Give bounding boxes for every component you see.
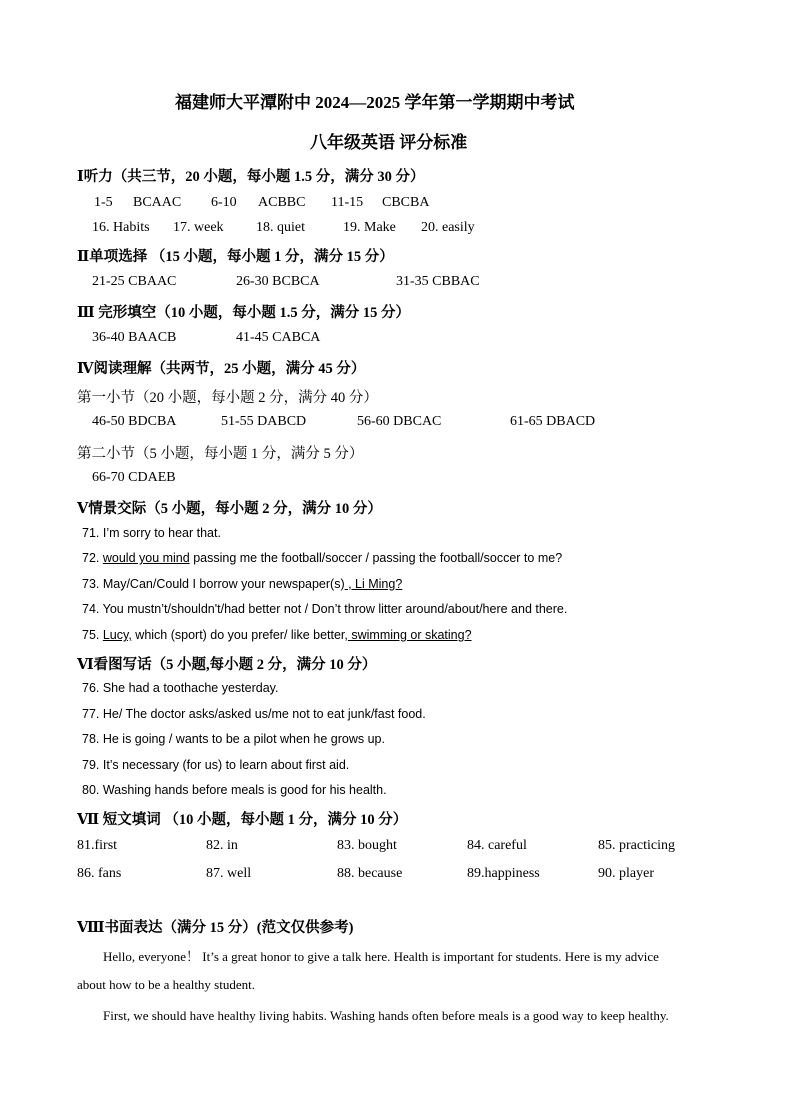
answer-line: 71. I’m sorry to hear that. xyxy=(82,526,221,540)
answer-item: 86. fans xyxy=(77,866,122,881)
answer-line: 76. She had a toothache yesterday. xyxy=(82,681,279,695)
answer-item: 88. because xyxy=(337,866,403,881)
answer-item: 17. week xyxy=(173,220,224,235)
section-7-heading: Ⅶ 短文填词 （10 小题，每小题 1 分，满分 10 分） xyxy=(77,812,408,828)
answer-line: 74. You mustn’t/shouldn't/had better not / Don’t throw litter around/about/here and there. xyxy=(82,602,568,616)
answer-item: 85. practicing xyxy=(598,838,675,853)
essay-line: about how to be a healthy student. xyxy=(77,977,255,992)
answer-item: 16. Habits xyxy=(92,220,150,235)
answer-line: 78. He is going / wants to be a pilot when he grows up. xyxy=(82,732,385,746)
answer-item: 82. in xyxy=(206,838,238,853)
answer-item: 56-60 DBCAC xyxy=(357,414,442,429)
section-3-heading: Ⅲ 完形填空（10 小题，每小题 1.5 分，满分 15 分） xyxy=(77,305,411,321)
answer-line: 73. May/Can/Could I borrow your newspaper(s) , Li Ming? xyxy=(82,577,403,591)
answer-item: 83. bought xyxy=(337,838,397,853)
answer-range: 11-15 xyxy=(331,195,364,210)
answer-line: 79. It’s necessary (for us) to learn about first aid. xyxy=(82,758,350,772)
answer-item: 36-40 BAACB xyxy=(92,330,177,345)
page-title: 福建师大平潭附中 2024—2025 学年第一学期期中考试 xyxy=(175,93,575,112)
answer-range: 6-10 xyxy=(211,195,237,210)
answer-line: 75. Lucy, which (sport) do you prefer/ like better, swimming or skating? xyxy=(82,628,472,642)
essay-line: Hello, everyone！ It’s a great honor to give a talk here. Health is important for students. Here is my advice xyxy=(103,949,659,964)
answer-line: 80. Washing hands before meals is good for his health. xyxy=(82,783,387,797)
answer-item: 84. careful xyxy=(467,838,527,853)
answer-line: 77. He/ The doctor asks/asked us/me not to eat junk/fast food. xyxy=(82,707,426,721)
answer-item: 61-65 DBACD xyxy=(510,414,596,429)
answer-item: 41-45 CABCA xyxy=(236,330,321,345)
answer-range: 1-5 xyxy=(94,195,113,210)
answer-item: 90. player xyxy=(598,866,654,881)
answer-item: 46-50 BDCBA xyxy=(92,414,177,429)
answer-item: 18. quiet xyxy=(256,220,305,235)
answer-letters: ACBBC xyxy=(258,195,306,210)
answer-item: 20. easily xyxy=(421,220,475,235)
section-4-part-1: 第一小节（20 小题，每小题 2 分，满分 40 分） xyxy=(77,390,378,406)
section-5-heading: Ⅴ情景交际（5 小题，每小题 2 分，满分 10 分） xyxy=(77,501,382,517)
answer-item: 81.first xyxy=(77,838,118,853)
section-4-part-2: 第二小节（5 小题，每小题 1 分，满分 5 分） xyxy=(77,446,364,462)
answer-item: 89.happiness xyxy=(467,866,540,881)
answer-letters: BCAAC xyxy=(133,195,182,210)
answer-item: 66-70 CDAEB xyxy=(92,470,176,485)
answer-item: 26-30 BCBCA xyxy=(236,274,320,289)
section-4-heading: Ⅳ阅读理解（共两节，25 小题，满分 45 分） xyxy=(77,361,366,377)
answer-letters: CBCBA xyxy=(382,195,430,210)
section-1-heading: Ⅰ听力（共三节，20 小题，每小题 1.5 分，满分 30 分） xyxy=(77,169,425,185)
answer-item: 31-35 CBBAC xyxy=(396,274,480,289)
answer-item: 87. well xyxy=(206,866,252,881)
answer-line: 72. would you mind passing me the football/soccer / passing the football/soccer to me? xyxy=(82,551,563,565)
answer-item: 51-55 DABCD xyxy=(221,414,307,429)
section-6-heading: Ⅵ看图写话（5 小题,每小题 2 分，满分 10 分） xyxy=(77,657,377,673)
page-subtitle: 八年级英语 评分标准 xyxy=(310,133,468,152)
answer-item: 21-25 CBAAC xyxy=(92,274,177,289)
essay-line: First, we should have healthy living habits. Washing hands often before meals is a good way to keep healthy. xyxy=(103,1008,669,1023)
section-8-heading: Ⅷ书面表达（满分 15 分）(范文仅供参考) xyxy=(77,920,354,936)
answer-item: 19. Make xyxy=(343,220,396,235)
section-2-heading: Ⅱ单项选择 （15 小题，每小题 1 分，满分 15 分） xyxy=(77,249,394,265)
